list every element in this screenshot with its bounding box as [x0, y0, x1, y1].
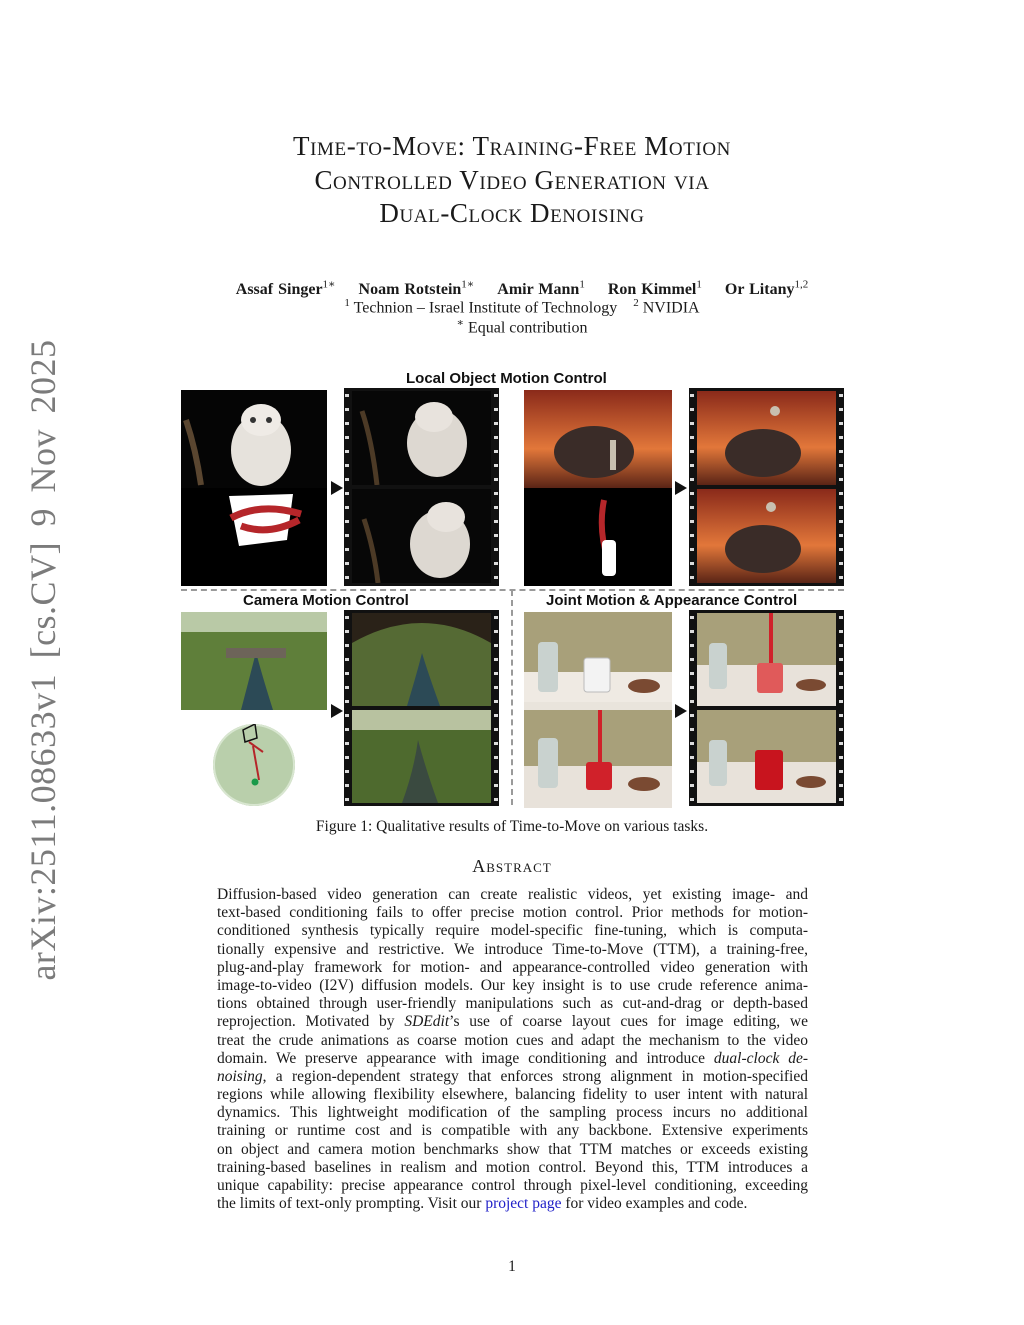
arrow-icon	[331, 704, 343, 718]
abstract-line: plug-and-play framework for motion- and appearance-controlled video generation with	[217, 958, 808, 976]
canyon-input-image	[181, 612, 327, 710]
abstract-line: noising, a region-dependent strategy that enforces strong alignment in motion-specified	[217, 1067, 808, 1085]
author: Noam Rotstein$^{1∗}$	[358, 279, 475, 299]
author: Or Litany$^{1,2}$	[724, 279, 809, 299]
equal-contribution-note: ∗ Equal contribution	[456, 317, 588, 337]
author: Ron Kimmel$^1$	[607, 279, 702, 299]
abstract-line: treat the crude animations as coarse motion cues and adapt the mechanism to the video	[217, 1031, 808, 1049]
abstract-line: unique capability: precise appearance control through pixel-level conditioning, exceeding	[217, 1177, 808, 1194]
project-page-link[interactable]: project page	[485, 1195, 562, 1213]
label-joint-motion-appearance: Joint Motion & Appearance Control	[546, 592, 798, 609]
paper-title	[0, 130, 1024, 231]
abstract-line: on object and camera motion benchmarks show that TTM matches or exceeds existing	[217, 1140, 808, 1158]
label-local-object-motion: Local Object Motion Control	[406, 370, 607, 387]
arrow-icon	[675, 481, 687, 495]
abstract-line: training or runtime cost and is compatible with any backbone. Extensive experiments	[217, 1122, 808, 1140]
abstract-body	[217, 886, 808, 1213]
abstract-line: reprojection. Motivated by SDEdit’s use of coarse layout cues for image editing, we	[217, 1013, 808, 1031]
author: Assaf Singer$^{1∗}$	[235, 279, 336, 299]
abstract-line: the limits of text-only prompting. Visit our project page for video examples and code.	[217, 1195, 748, 1213]
abstract-line: Diffusion-based video generation can create realistic videos, yet existing image- and	[217, 886, 808, 903]
abstract-line: image-to-video (I2V) diffusion models. Our key insight is to use crude reference anima-	[217, 976, 808, 994]
affiliation-line: $^1$ Technion – Israel Institute of Technology $^2$ NVIDIA	[344, 297, 700, 317]
arxiv-stamp: arXiv:2511.08633v1 [cs.CV] 9 Nov 2025	[23, 339, 63, 981]
page-number: 1	[508, 1258, 516, 1275]
arrow-icon	[331, 481, 343, 495]
abstract-line: domain. We preserve appearance with image conditioning and introduce dual-clock de-	[217, 1049, 808, 1067]
abstract-line: tions obtained through user-friendly manipulations such as cut-and-drag or depth-based	[217, 995, 808, 1013]
author: Amir Mann$^1$	[497, 279, 585, 299]
abstract-heading: Abstract	[472, 856, 552, 876]
camera-trajectory-inset	[213, 724, 295, 806]
owl-input-image	[181, 390, 327, 586]
figure-divider	[511, 590, 513, 805]
figure-caption: Figure 1: Qualitative results of Time-to-Move on various tasks.	[315, 818, 709, 835]
arrow-icon	[675, 704, 687, 718]
title-line-1: Time-to-Move: Training-Free Motion	[293, 131, 731, 161]
rhino-output-filmstrip	[689, 388, 844, 586]
abstract-line: training-based baselines in realism and motion control. Beyond this, TTM introduces a	[217, 1158, 808, 1176]
glass-output-filmstrip	[689, 610, 844, 806]
title-line-3: Dual-Clock Denoising	[379, 198, 645, 228]
abstract-line: regions while allowing flexibility elsewhere, balancing fidelity to user intent with natural	[217, 1086, 808, 1104]
label-camera-motion: Camera Motion Control	[243, 592, 409, 609]
title-line-2: Controlled Video Generation via	[314, 164, 710, 195]
abstract-line: tionally expensive and restrictive. We introduce Time-to-Move (TTM), a training-free,	[217, 940, 808, 958]
rhino-input-image	[524, 390, 672, 586]
abstract-line: text-based conditioning fails to offer precise motion control. Prior methods for motion-	[217, 904, 808, 922]
abstract-line: dynamics. This lightweight modification of the sampling process incurs no additional	[217, 1104, 808, 1122]
glass-input-image	[524, 612, 672, 808]
owl-output-filmstrip	[344, 388, 499, 586]
abstract-line: conditioned synthesis typically require model-specific fine-tuning, which is computa-	[217, 922, 808, 940]
canyon-output-filmstrip	[344, 610, 499, 806]
